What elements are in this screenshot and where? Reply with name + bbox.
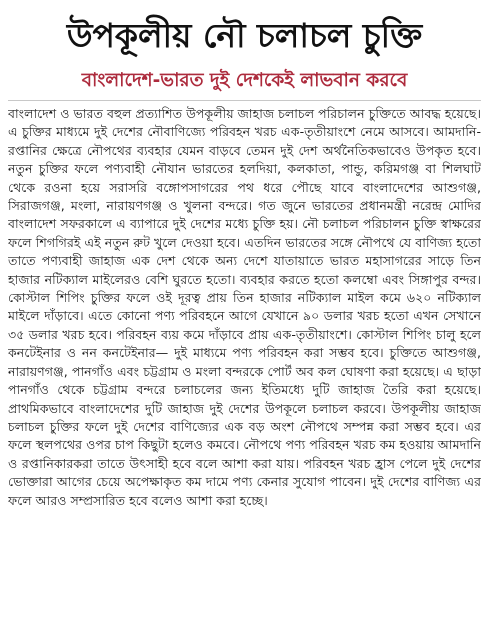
article-body: বাংলাদেশ ও ভারত বহুল প্রত্যাশিত উপকূলীয় জাহাজ চলাচল পরিচালন চুক্তিতে আবদ্ধ হয়েছে। এ চুক্তির মাধ্যমে দুই দেশের নৌবাণিজ্যে পরিবহন খরচ এক-তৃতীয়াংশে নেমে আসবে। আমদানি-রপ্তানির ক্ষেত্রে নৌপথের ব্যবহার যেমন বাড়বে তেমন দুই দেশ অর্থনৈতিকভাবেও উপকৃত হবে। নতুন চুক্তির ফলে পণ্যবাহী নৌযান ভারতের হলদিয়া, কলকাতা, পান্ডু, করিমগঞ্জ বা শিলঘাট থেকে রওনা হয়ে সরাসরি বঙ্গোপসাগরের পথ ধরে পৌছে যাবে বাংলাদেশের আশুগঞ্জ, সিরাজগঞ্জ, মংলা, নারায়ণগঞ্জ ও খুলনা বন্দরে। গত জুনে ভারতের প্রধানমন্ত্রী নরেন্দ্র মোদির বাংলাদেশ সফরকালে এ ব্যাপারে দুই দেশের মধ্যে চুক্তি হয়। নৌ চলাচল পরিচালন চুক্তি স্বাক্ষরের ফলে শিগগিরই এই নতুন রুট খুলে দেওয়া হবে। এতদিন ভারতের সঙ্গে নৌপথে যে বাণিজ্য হতো তাতে পণ্যবাহী জাহাজ এক দেশ থেকে অন্য দেশে যাতায়াতে ভারত মহাসাগরের সাড়ে তিন হাজার নটিক্যাল মাইলেরও বেশি ঘুরতে হতো। ব্যবহার করতে হতো কলম্বো এবং সিঙ্গাপুর বন্দর। কোস্টাল শিপিং চুক্তির ফলে ওই দূরত্ব প্রায় তিন হাজার নটিক্যাল মাইল কমে ৬২০ নটিক্যাল মাইলে দাঁড়াবে। এতে কোনো পণ্য পরিবহনে আগে যেখানে ৯০ ডলার খরচ হতো এখন সেখানে ৩৫ ডলার খরচ হবে। পরিবহন ব্যয় কমে দাঁড়াবে প্রায় এক-তৃতীয়াংশে। কোস্টাল শিপিং চালু হলে কনটেইনার ও নন কনটেইনার— দুই মাধ্যমে পণ্য পরিবহন করা সম্ভব হবে। চুক্তিতে আশুগঞ্জ, নারায়ণগঞ্জ, পানগাঁও এবং চট্টগ্রাম ও মংলা বন্দরকে পোর্ট অব কল ঘোষণা করা হয়েছে। এ ছাড়া পানগাঁও থেকে চট্টগ্রাম বন্দরে চলাচলের জন্য ইতিমধ্যে দুটি জাহাজ তৈরি করা হয়েছে। প্রাথমিকভাবে বাংলাদেশের দুটি জাহাজ দুই দেশের উপকূলে চলাচল করবে। উপকূলীয় জাহাজ চলাচল চুক্তির ফলে দুই দেশের বাণিজ্যের এক বড় অংশ নৌপথে সম্পন্ন করা সম্ভব হবে। এর ফলে স্থলপথের ওপর চাপ কিছুটা হলেও কমবে। নৌপথে পণ্য পরিবহন খরচ কম হওয়ায় আমদানি ও রপ্তানিকারকরা তাতে উৎসাহী হবে বলে আশা করা যায়। পরিবহন খরচ হ্রাস পেলে দুই দেশের ভোক্তারা আগের চেয়ে অপেক্ষাকৃত কম দামে পণ্য কেনার সুযোগ পাবেন। দুই দেশের বাণিজ্য এর ফলে আরও সম্প্রসারিত হবে বলেও আশা করা হচ্ছে। <box>8 106 481 508</box>
headline-divider <box>8 100 481 101</box>
article-headline: উপকূলীয় নৌ চলাচল চুক্তি <box>66 16 423 55</box>
article-subheadline: বাংলাদেশ-ভারত দুই দেশকেই লাভবান করবে <box>81 70 408 91</box>
